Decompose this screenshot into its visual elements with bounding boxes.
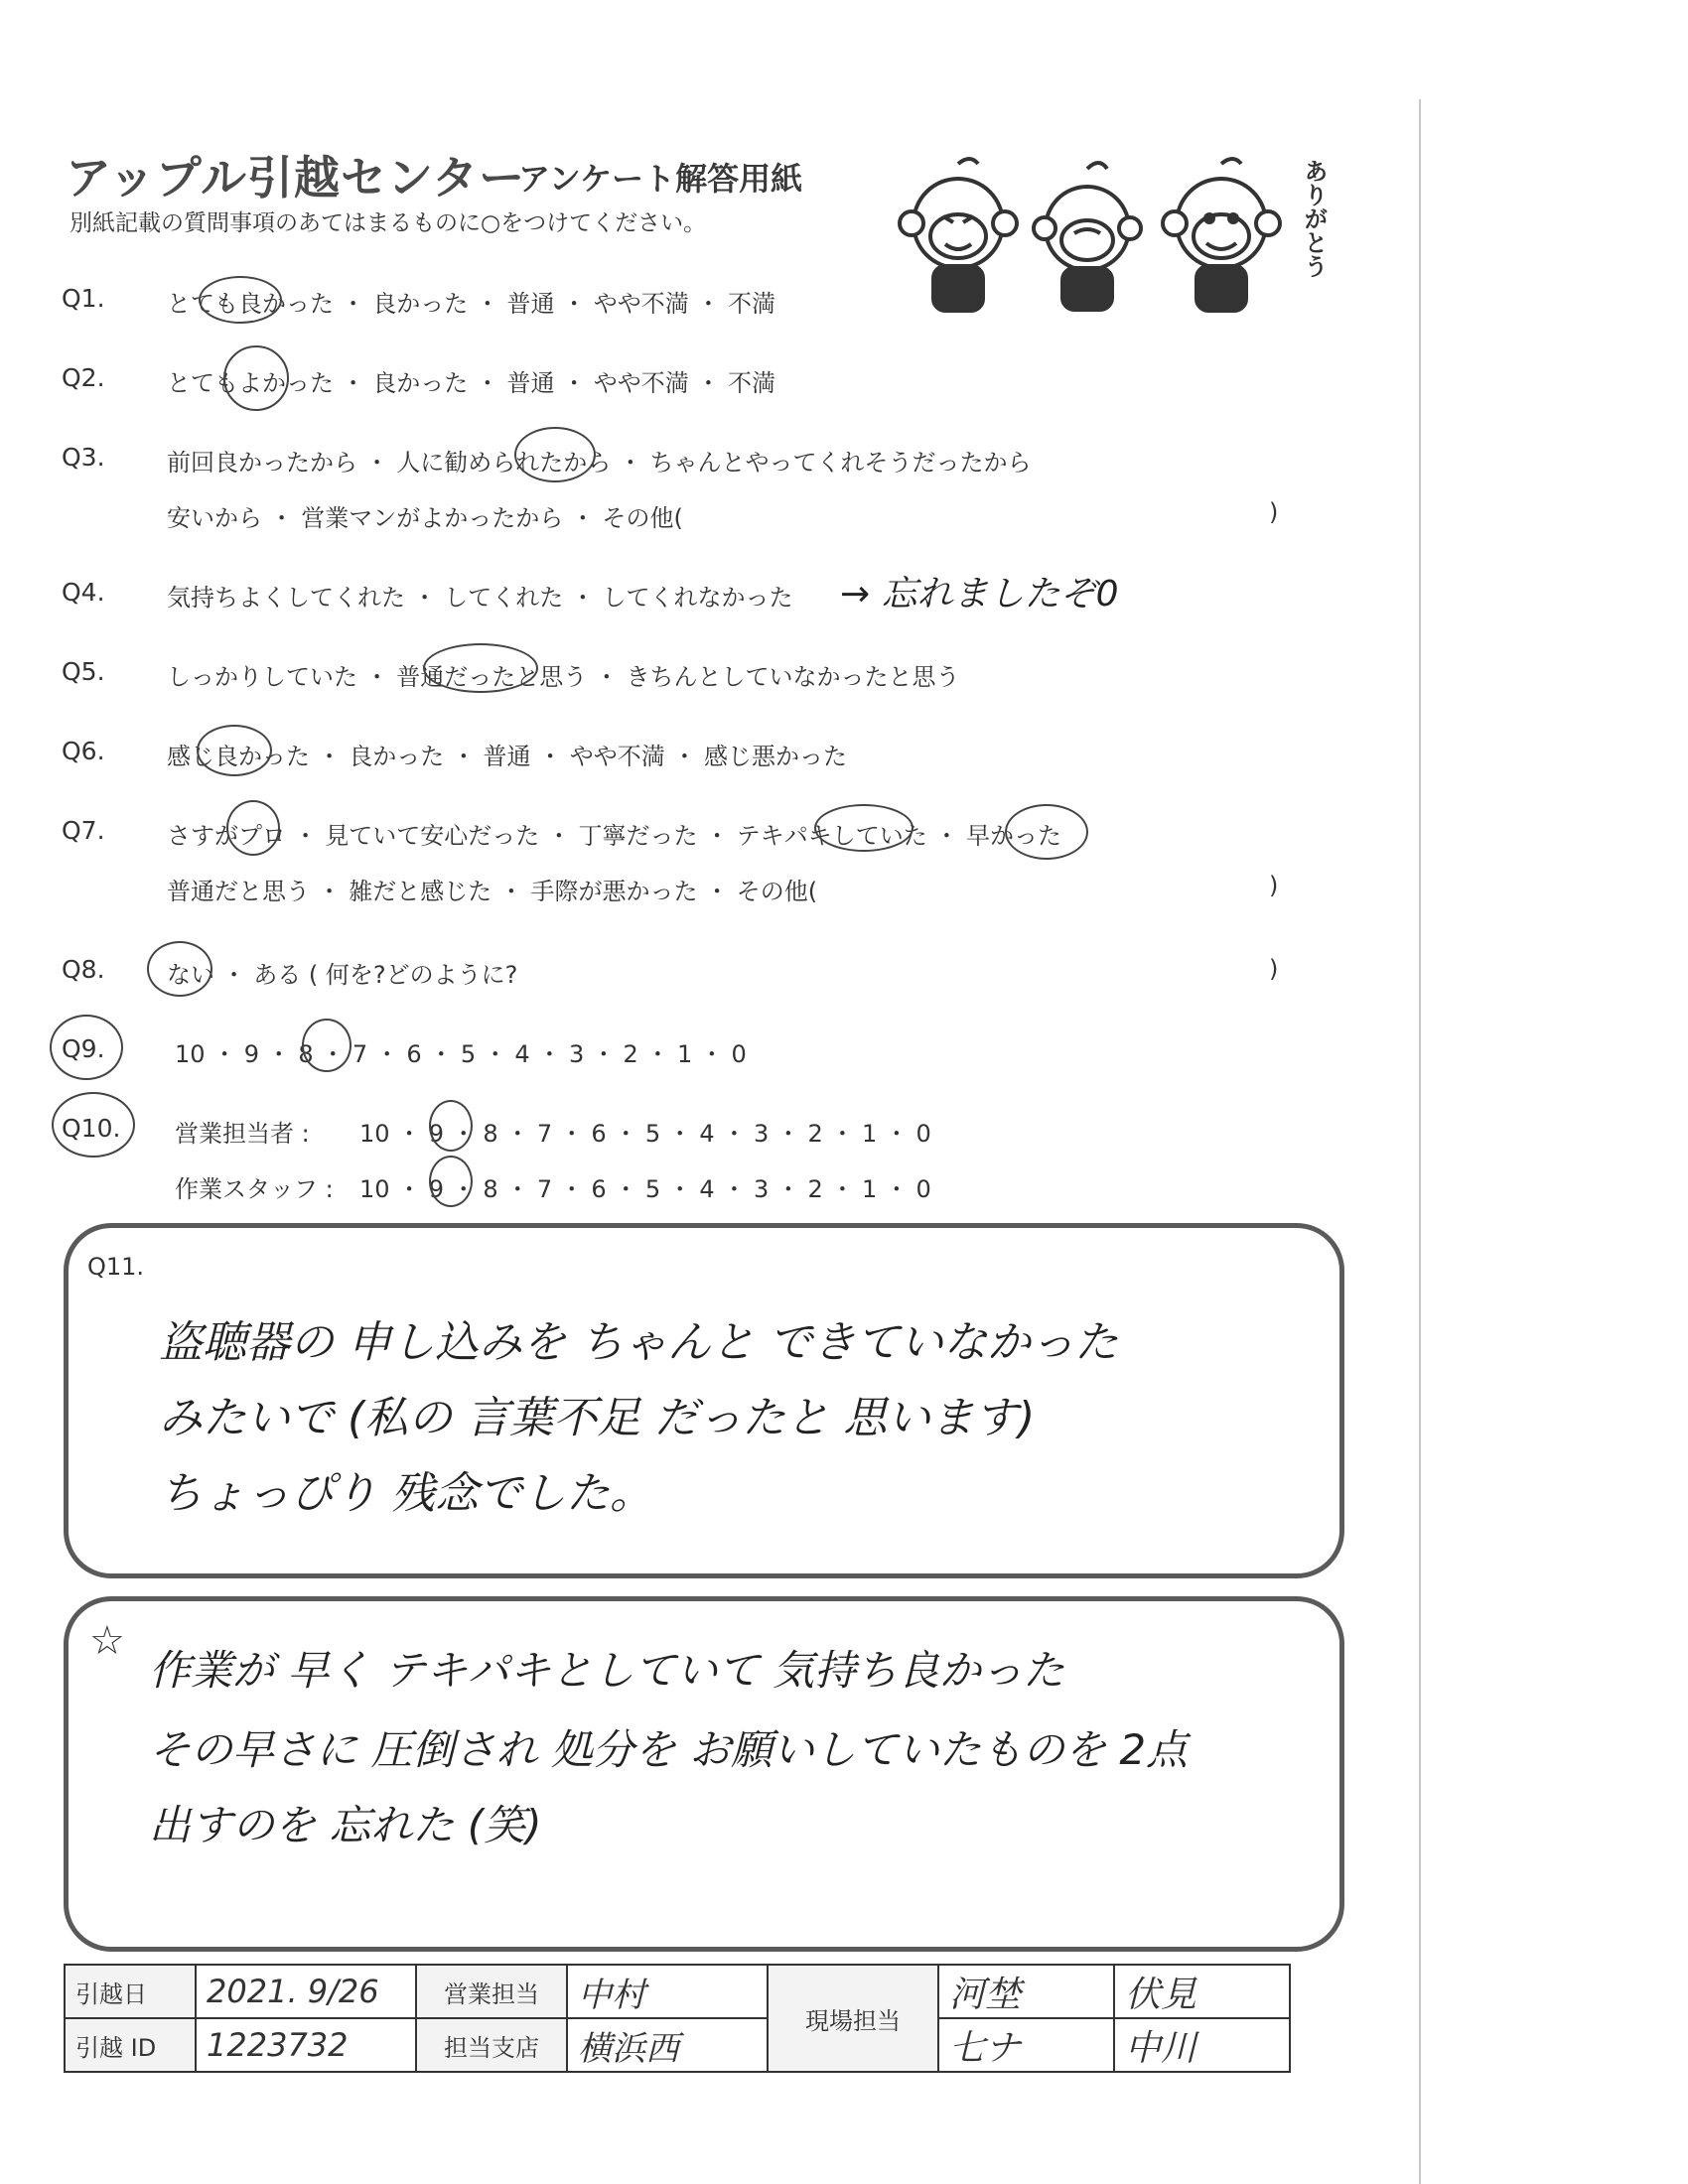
mascot-illustration — [864, 149, 1321, 328]
q2-label: Q2. — [62, 363, 105, 392]
q9-scale: 10 ・ 9 ・ 8 ・ 7 ・ 6 ・ 5 ・ 4 ・ 3 ・ 2 ・ 1 ・ 0 — [175, 1040, 747, 1068]
q1-label: Q1. — [62, 284, 105, 313]
brand-name: アップル引越センター — [66, 151, 526, 205]
sales-rep-value: 中村 — [567, 1965, 768, 2018]
answer-circle — [514, 427, 596, 482]
site-staff-2: 伏見 — [1114, 1965, 1290, 2018]
star-comment-line2: その早さに 圧倒され 処分を お願いしていたものを 2点 — [149, 1725, 1189, 1774]
q10-label-circle — [52, 1092, 135, 1158]
site-staff-4: 中川 — [1114, 2018, 1290, 2072]
q11-label: Q11. — [87, 1253, 145, 1281]
answer-circle — [197, 725, 272, 776]
q6-options: 感じ良かった ・ 良かった ・ 普通 ・ やや不満 ・ 感じ悪かった — [167, 743, 848, 770]
answer-circle — [423, 643, 538, 693]
q7-label: Q7. — [62, 816, 105, 845]
answer-circle — [223, 345, 289, 411]
q3-options-line2: 安いから ・ 営業マンがよかったから ・ その他( — [167, 504, 683, 532]
q3-label: Q3. — [62, 443, 105, 472]
branch-label: 担当支店 — [416, 2018, 567, 2072]
q7-options-line1: さすがプロ ・ 見ていて安心だった ・ 丁寧だった ・ テキパキしていた ・ 早かった — [167, 822, 1062, 850]
q11-comment-line1: 盗聴器の 申し込みを ちゃんと できていなかった — [159, 1317, 1118, 1368]
q9-label: Q9. — [62, 1034, 105, 1063]
sales-rep-label: 営業担当 — [416, 1965, 567, 2018]
q5-options: しっかりしていた ・ 普通だったと思う ・ きちんとしていなかったと思う — [167, 663, 960, 691]
answer-circle — [147, 941, 212, 997]
q6-label: Q6. — [62, 737, 105, 765]
move-date-label: 引越日 — [65, 1965, 196, 2018]
move-date-value: 2021. 9/26 — [196, 1965, 416, 2018]
site-staff-1: 河埜 — [938, 1965, 1114, 2018]
instruction-text: 別紙記載の質問事項のあてはまるものに○をつけてください。 — [70, 210, 707, 236]
form-subtitle: アンケート解答用紙 — [518, 160, 803, 198]
answer-circle — [814, 804, 914, 852]
move-id-value: 1223732 — [196, 2018, 416, 2072]
site-staff-3: 七ナ — [938, 2018, 1114, 2072]
answer-circle — [302, 1019, 352, 1072]
star-comment-line1: 作業が 早く テキパキとしていて 気持ち良かった — [149, 1646, 1065, 1695]
answer-circle — [429, 1100, 473, 1152]
q8-label: Q8. — [62, 955, 105, 984]
q10-staff-label: 作業スタッフ : — [175, 1175, 334, 1203]
site-staff-label: 現場担当 — [768, 1965, 938, 2072]
q11-comment-line3: ちょっぴり 残念でした。 — [159, 1468, 653, 1519]
q5-label: Q5. — [62, 657, 105, 686]
q11-comment-line2: みたいで (私の 言葉不足 だったと 思います) — [159, 1393, 1036, 1443]
q8-close-paren: ) — [1269, 955, 1279, 983]
answer-circle — [226, 800, 280, 856]
q10-sales-label: 営業担当者 : — [175, 1120, 310, 1148]
q7-close-paren: ) — [1269, 872, 1279, 899]
star-comment-line3: 出すのを 忘れた (笑) — [149, 1801, 542, 1849]
q9-label-circle — [50, 1015, 123, 1080]
q4-handwritten-answer: → 忘れましたぞ0 — [840, 574, 1119, 614]
q10-staff-scale: 10 ・ 9 ・ 8 ・ 7 ・ 6 ・ 5 ・ 4 ・ 3 ・ 2 ・ 1 ・ 0 — [359, 1175, 931, 1203]
q10-sales-scale: 10 ・ 9 ・ 8 ・ 7 ・ 6 ・ 5 ・ 4 ・ 3 ・ 2 ・ 1 ・ 0 — [359, 1120, 931, 1148]
q7-options-line2: 普通だと思う ・ 雑だと感じた ・ 手際が悪かった ・ その他( — [167, 878, 818, 905]
move-info-table — [64, 1964, 1291, 2073]
q10-label: Q10. — [62, 1114, 121, 1143]
q2-options: とてもよかった ・ 良かった ・ 普通 ・ やや不満 ・ 不満 — [167, 369, 776, 397]
q8-options: ない ・ ある ( 何を?どのように? — [167, 961, 518, 989]
scan-edge-line — [1419, 99, 1421, 2184]
q4-label: Q4. — [62, 578, 105, 607]
answer-circle — [429, 1156, 473, 1207]
branch-value: 横浜西 — [567, 2018, 768, 2072]
mascot-caption: ありがとう — [1300, 159, 1328, 278]
answer-circle — [1005, 804, 1088, 860]
q3-close-paren: ) — [1269, 498, 1279, 526]
star-icon: ☆ — [89, 1618, 125, 1664]
q1-options: とても良かった ・ 良かった ・ 普通 ・ やや不満 ・ 不満 — [167, 290, 776, 318]
q3-options-line1: 前回良かったから ・ 人に勧められたから ・ ちゃんとやってくれそうだったから — [167, 449, 1032, 477]
move-id-label: 引越 ID — [65, 2018, 196, 2072]
answer-circle — [199, 276, 282, 324]
q4-options: 気持ちよくしてくれた ・ してくれた ・ してくれなかった — [167, 584, 793, 612]
